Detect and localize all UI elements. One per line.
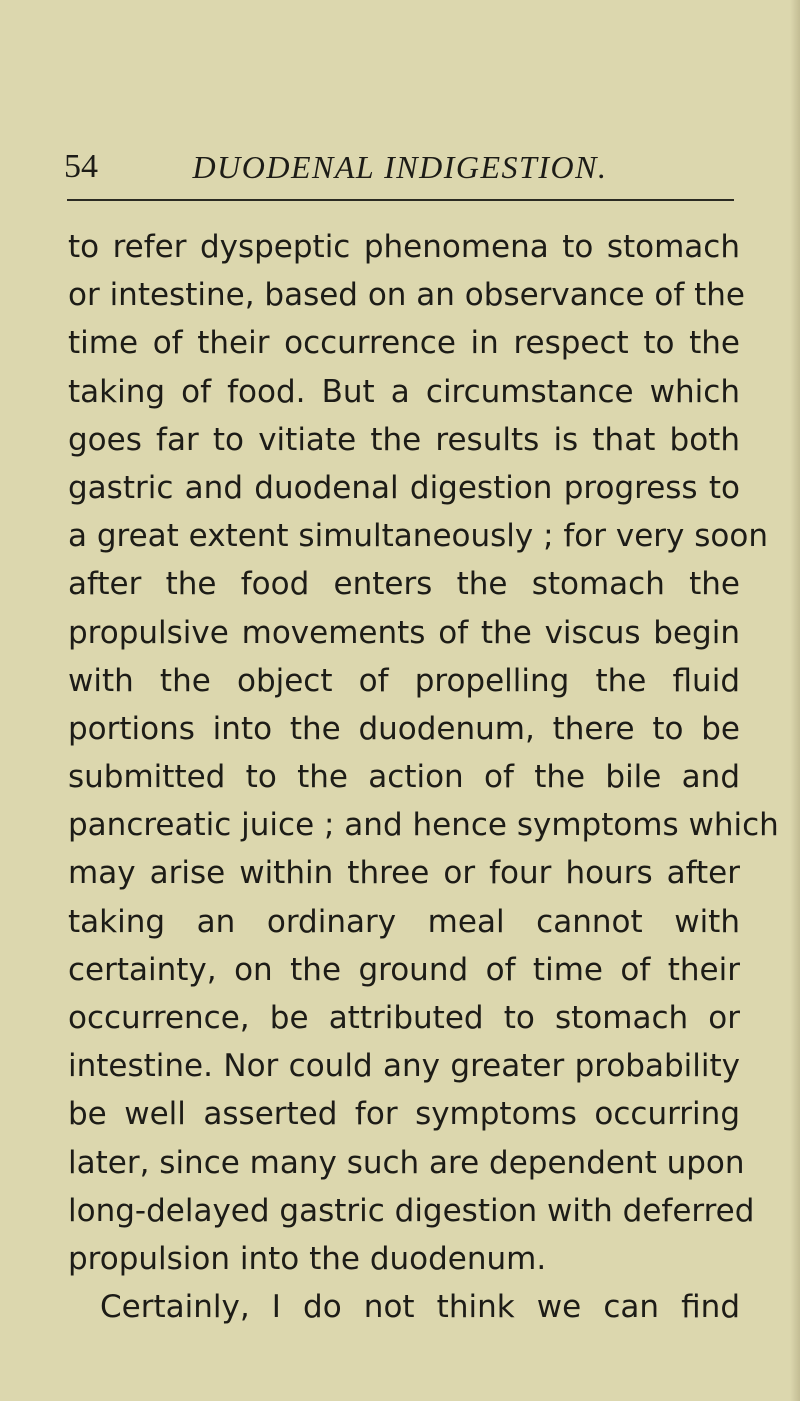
text-line: after the food enters the stomach the	[68, 566, 740, 603]
text-line: taking of food. But a circumstance which	[68, 373, 740, 410]
text-line: certainty, on the ground of time of their	[68, 951, 740, 988]
text-line: pancreatic juice ; and hence symptoms which	[68, 807, 779, 844]
page-header	[60, 147, 740, 187]
text-line: with the object of propelling the fluid	[68, 662, 740, 699]
page-number: 54	[64, 148, 98, 185]
body-text	[68, 223, 779, 1331]
text-line: propulsion into the duodenum.	[68, 1240, 547, 1277]
page-edge-shadow	[790, 0, 800, 1401]
text-line: be well asserted for symptoms occurring	[68, 1096, 740, 1133]
text-line: Certainly, I do not think we can find	[100, 1289, 740, 1326]
text-line: to refer dyspeptic phenomena to stomach	[68, 229, 740, 265]
text-line: long-delayed gastric digestion with deferred	[68, 1192, 755, 1229]
text-line: taking an ordinary meal cannot with	[68, 903, 740, 940]
text-line: intestine. Nor could any greater probability	[68, 1048, 740, 1085]
running-head: DUODENAL INDIGESTION.	[192, 149, 608, 185]
text-line: later, since many such are dependent upon	[68, 1144, 745, 1181]
header-rule	[67, 199, 734, 201]
text-line: time of their occurrence in respect to the	[68, 325, 740, 362]
text-line: or intestine, based on an observance of the	[68, 277, 745, 314]
text-line: occurrence, be attributed to stomach or	[68, 1000, 740, 1036]
text-line: may arise within three or four hours after	[68, 855, 740, 892]
text-line: submitted to the action of the bile and	[68, 759, 740, 796]
text-line: portions into the duodenum, there to be	[68, 710, 740, 747]
text-line: propulsive movements of the viscus begin	[68, 614, 740, 651]
text-line: gastric and duodenal digestion progress to	[68, 469, 740, 506]
text-line: a great extent simultaneously ; for very soon	[68, 518, 768, 555]
text-line: goes far to vitiate the results is that both	[68, 421, 740, 458]
